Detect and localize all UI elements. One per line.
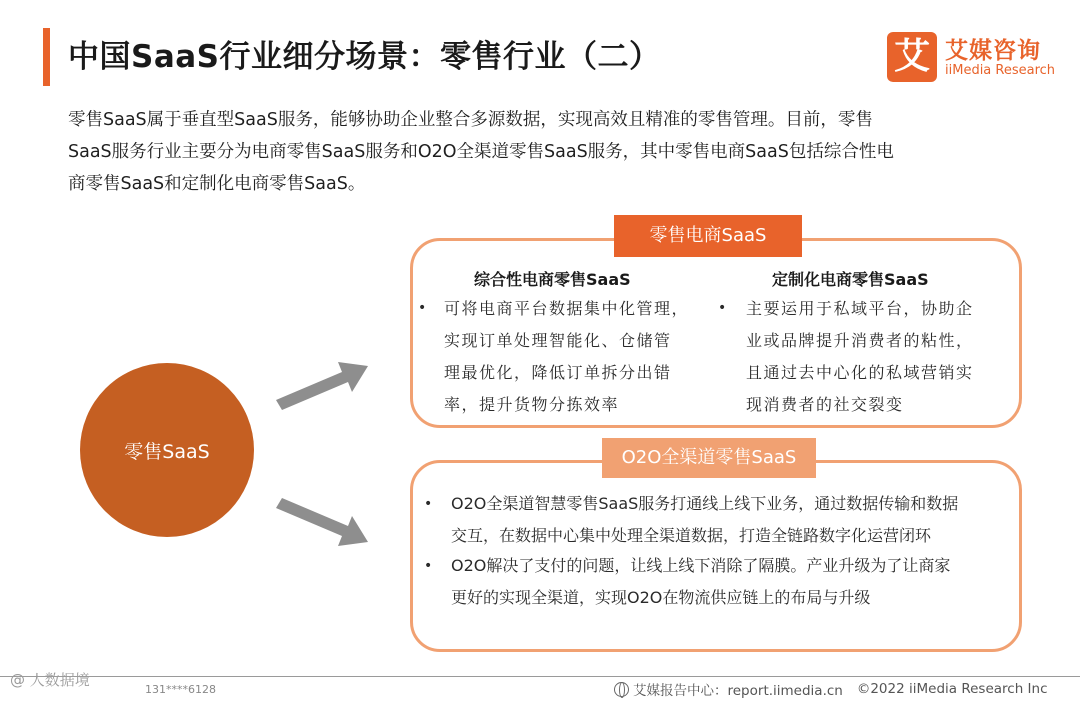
- right-column-heading: 定制化电商零售SaaS: [772, 270, 929, 289]
- page-title: 中国SaaS行业细分场景：零售行业（二）: [68, 39, 661, 75]
- intro-paragraph: [68, 104, 1023, 200]
- globe-icon: [614, 682, 629, 697]
- footer-divider: [0, 676, 1080, 677]
- o2o-item: [451, 488, 1016, 552]
- arrow-up-right-icon: [272, 350, 372, 410]
- text-line: 更好的实现全渠道，实现O2O在物流供应链上的布局与升级: [451, 588, 871, 607]
- bullet: •: [424, 496, 433, 512]
- bullet: •: [424, 558, 433, 574]
- copyright: ©2022 iiMedia Research Inc: [856, 681, 1048, 697]
- logo-mark: 艾: [887, 32, 937, 82]
- text-line: 现消费者的社交裂变: [746, 395, 904, 414]
- watermark: @ 人数据境: [10, 671, 90, 689]
- text-line: 主要运用于私域平台，协助企: [746, 299, 974, 318]
- arrow-down-right-icon: [272, 498, 372, 558]
- text-line: O2O全渠道智慧零售SaaS服务打通线上线下业务，通过数据传输和数据: [451, 494, 959, 513]
- logo-cn-text: 艾媒咨询: [945, 38, 1041, 64]
- intro-line: SaaS服务行业主要分为电商零售SaaS服务和O2O全渠道零售SaaS服务，其中零售电商SaaS包括综合性电: [68, 142, 894, 162]
- right-column-text: [746, 293, 1011, 421]
- left-column-heading: 综合性电商零售SaaS: [474, 270, 631, 289]
- bullet: •: [718, 300, 727, 316]
- retail-saas-circle: [80, 363, 254, 537]
- bullet: •: [418, 300, 427, 316]
- circle-label: 零售SaaS: [124, 440, 210, 463]
- text-line: 率，提升货物分拣效率: [444, 395, 620, 414]
- text-line: 且通过去中心化的私域营销实: [746, 363, 974, 382]
- user-id: 131****6128: [145, 683, 216, 696]
- title-accent-bar: [43, 28, 50, 86]
- left-column-text: [444, 293, 709, 421]
- text-line: 业或品牌提升消费者的粘性，: [746, 331, 974, 350]
- footer-source: [614, 679, 1048, 699]
- logo-en-text: iiMedia Research: [945, 63, 1056, 78]
- intro-line: 商零售SaaS和定制化电商零售SaaS。: [68, 174, 366, 194]
- o2o-tag: O2O全渠道零售SaaS: [602, 438, 816, 478]
- ecommerce-tag: 零售电商SaaS: [614, 215, 802, 257]
- o2o-item: [451, 550, 1016, 614]
- text-line: 实现订单处理智能化、仓储管: [444, 331, 672, 350]
- text-line: 交互，在数据中心集中处理全渠道数据，打造全链路数字化运营闭环: [451, 526, 932, 545]
- intro-line: 零售SaaS属于垂直型SaaS服务，能够协助企业整合多源数据，实现高效且精准的零售管理。目前，零售: [68, 110, 873, 130]
- text-line: O2O解决了支付的问题，让线上线下消除了隔膜。产业升级为了让商家: [451, 556, 951, 575]
- iimedia-logo: [887, 32, 1057, 82]
- text-line: 理最优化，降低订单拆分出错: [444, 363, 672, 382]
- source-link[interactable]: 艾媒报告中心：report.iimedia.cn: [633, 683, 843, 699]
- text-line: 可将电商平台数据集中化管理，: [444, 299, 690, 318]
